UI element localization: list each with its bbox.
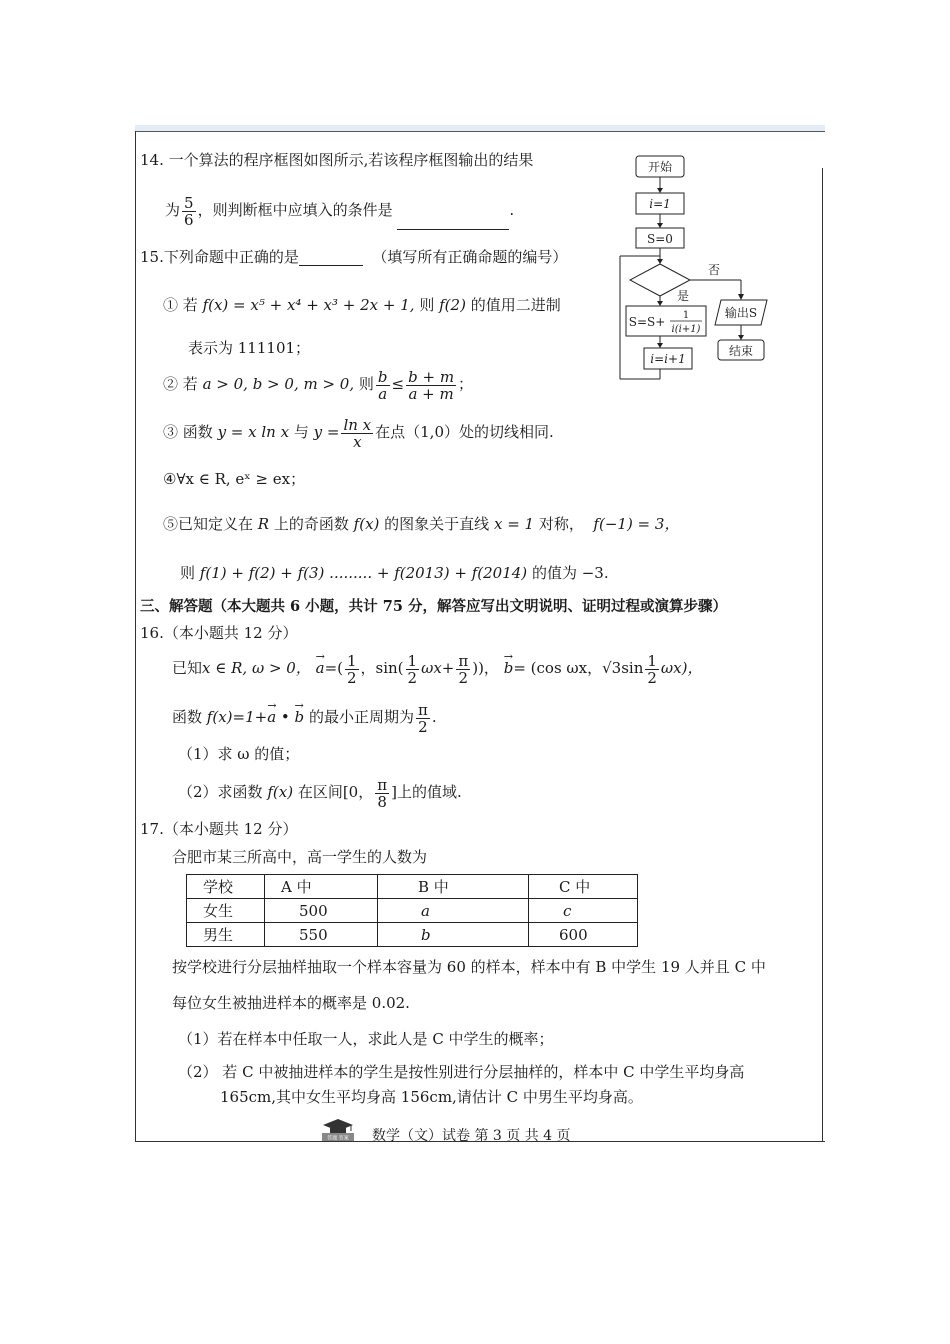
q17-part2-line1: （2） 若 C 中被抽进样本的学生是按性别进行分层抽样的，样本中 C 中学生平均身高	[178, 1063, 745, 1081]
student-count-table	[186, 874, 638, 947]
table-header-row	[187, 875, 638, 899]
flow-yes-label: 是	[676, 289, 690, 303]
q17-title: 17.（本小题共 12 分）	[140, 820, 298, 838]
flow-update-s-num: 1	[682, 310, 690, 321]
q17-part1: （1）若在样本中任取一人，求此人是 C 中学生的概率；	[178, 1030, 554, 1048]
table-header-cell: C 中	[529, 875, 638, 899]
table-cell: 600	[529, 923, 638, 947]
table-row	[187, 923, 638, 947]
table-header-cell: A 中	[265, 875, 378, 899]
left-border	[135, 131, 136, 1142]
page-footer: 数学（文）试卷 第 3 页 共 4 页	[372, 1128, 571, 1144]
q14-fraction: $\frac{5}{6}$	[184, 193, 194, 229]
q14-line2: 为 $\frac{5}{6}$ ，则判断框中应填入的条件是 .	[165, 193, 515, 229]
flow-update-s-prefix: S=S+	[628, 315, 666, 329]
table-cell: a	[378, 899, 529, 923]
q15-item3: ③ 函数 y = x ln x 与 y = $\frac{\text{ln x}}{x}$ 在点（1,0）处的切线相同.	[163, 415, 554, 451]
section-heading: 三、解答题（本大题共 6 小题，共计 75 分，解答应写出文明说明、证明过程或演算步骤）	[140, 598, 727, 615]
table-header-cell: B 中	[378, 875, 529, 899]
q16-function: 函数 f(x)=1+→ a • → b 的最小正周期为 $\frac{\pi}{2}$ .	[172, 697, 437, 737]
table-cell: 500	[265, 899, 378, 923]
q15-item5-line1: ⑤已知定义在 R 上的奇函数 f(x) 的图象关于直线 x = 1 对称， f(−1) = 3，	[163, 515, 680, 533]
flow-init-i-label: i=1	[649, 197, 671, 211]
q15-answer-blank[interactable]	[299, 251, 363, 266]
q15-title: 15.下列命题中正确的是 （填写所有正确命题的编号）	[140, 248, 568, 266]
flow-init-s-label: S=0	[647, 232, 673, 246]
table-cell: 女生	[187, 899, 265, 923]
q15-item2: ② 若 a > 0, b > 0, m > 0, 则 $\frac{b}{a}$ ≤ $\frac{b + m}{a + m}$ ；	[163, 367, 474, 403]
q15-item1-line1: ① 若 f(x) = x⁵ + x⁴ + x³ + 2x + 1, 则 f(2) 的值用二进制	[163, 296, 561, 314]
table-cell: b	[378, 923, 529, 947]
flow-increment-label: i=i+1	[650, 352, 686, 366]
svg-text:答题 答案: 答题 答案	[327, 1135, 349, 1142]
top-border	[135, 131, 825, 132]
right-border	[822, 168, 823, 1142]
flow-output-label: 输出S	[724, 306, 758, 320]
q16-part1: （1）求 ω 的值；	[178, 745, 300, 763]
flow-no-label: 否	[707, 263, 721, 277]
q16-part2: （2）求函数 f(x) 在区间[0， $\frac{\pi}{8}$ ]上的值域.	[178, 775, 462, 811]
q16-title: 16.（本小题共 12 分）	[140, 624, 298, 642]
graduation-cap-logo	[320, 1118, 356, 1142]
table-row	[187, 899, 638, 923]
flow-end-label: 结束	[728, 344, 754, 358]
q15-item4: ④∀x ∈ R, eˣ ≥ ex；	[163, 470, 306, 488]
flow-start-label: 开始	[647, 160, 673, 174]
table-cell: 男生	[187, 923, 265, 947]
q16-known: 已知x ∈ R, ω > 0， → a=( $\frac{1}{2}$ ，sin( $\frac{1}{2}$ ωx+ $\frac{\pi}{2}$ ))， → b= (cos ωx，√3sin $\frac{1}{2}$ ωx)，	[172, 648, 702, 688]
table-cell: 550	[265, 923, 378, 947]
flowchart	[610, 150, 780, 390]
q17-intro: 合肥市某三所高中，高一学生的人数为	[172, 848, 428, 866]
q15-item1-line2: 表示为 111101；	[188, 339, 311, 357]
q17-para2: 每位女生被抽进样本的概率是 0.02.	[172, 994, 410, 1012]
table-cell: c	[529, 899, 638, 923]
table-header-cell: 学校	[187, 875, 265, 899]
q14-line1: 14. 一个算法的程序框图如图所示,若该程序框图输出的结果	[140, 151, 534, 169]
q14-answer-blank[interactable]	[397, 215, 509, 230]
q17-part2-line2: 165cm,其中女生平均身高 156cm,请估计 C 中男生平均身高。	[220, 1088, 643, 1106]
q17-para1: 按学校进行分层抽样抽取一个样本容量为 60 的样本，样本中有 B 中学生 19 人并且 C 中	[172, 958, 766, 976]
q15-item5-line2: 则 f(1) + f(2) + f(3) ......... + f(2013) + f(2014) 的值为 −3.	[180, 564, 609, 582]
flow-update-s-den: i(i+1)	[671, 324, 701, 335]
